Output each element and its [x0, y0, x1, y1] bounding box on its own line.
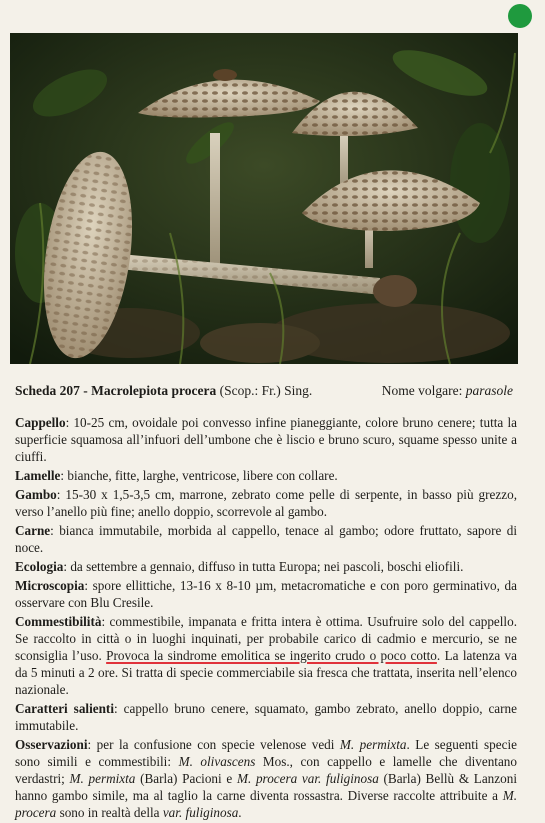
highlighted-warning: Provoca la sindrome emolitica se ingerito crudo o poco cotto	[106, 648, 437, 663]
section-microscopia	[15, 577, 517, 611]
species-ref: M. procera	[15, 788, 517, 820]
corner-marker-dot	[508, 4, 532, 28]
section-label: Ecologia	[15, 559, 64, 574]
section-text: . La latenza va da 5 minuti a 2 ore. Si tratta di specie commerciabile sia fresca che trattata, inserita nell’elenco nazionale.	[15, 648, 517, 697]
card-header	[15, 383, 515, 403]
section-label: Caratteri salienti	[15, 701, 114, 716]
section-text: . Le seguenti specie sono simili e commestibili:	[15, 737, 518, 769]
species-ref: M. permixta	[339, 737, 407, 752]
section-label: Cappello	[15, 415, 66, 430]
mushroom-photo	[10, 33, 518, 364]
section-text: : bianca immutabile, morbida al cappello, tenace al gambo; odore fruttato, sapore di noce.	[15, 523, 517, 555]
section-label: Osservazioni	[15, 737, 88, 752]
common-name-value: parasole	[465, 383, 513, 398]
section-cappello	[15, 414, 517, 465]
species-ref: var. fuliginosa	[162, 805, 239, 820]
section-text: (Barla) Bellù & Lanzoni hanno gambo simile, ma al taglio la carne diventa rossastra. Diverse raccolte attribuite a	[15, 771, 517, 803]
species-author: (Scop.: Fr.) Sing.	[216, 383, 313, 398]
section-ecologia	[15, 558, 517, 575]
section-text: .	[238, 805, 242, 820]
section-text: : cappello bruno cenere, squamato, gambo zebrato, anello doppio, carne immutabile.	[15, 701, 517, 733]
section-osservazioni	[15, 736, 517, 821]
section-text: : bianche, fitte, larghe, ventricose, libere con collare.	[60, 468, 338, 483]
section-carne	[15, 522, 517, 556]
species-ref: M. olivascens	[178, 754, 256, 769]
card-id: Scheda 207 -	[15, 383, 92, 398]
section-text: sono in realtà della	[56, 805, 163, 820]
common-name	[382, 383, 513, 399]
section-text: : commestibile, impanata e fritta intera è ottima. Usufruire solo del cappello. Se raccolto in città o in luoghi inquinati, per probabile carico di cadmio e mercurio, se ne sconsiglia l’uso.	[15, 614, 517, 663]
section-text: Mos., con cappello e lamelle che diventano verdastri;	[15, 754, 517, 786]
section-text: : da settembre a gennaio, diffuso in tutta Europa; nei pascoli, boschi eliofili.	[63, 559, 464, 574]
section-label: Lamelle	[15, 468, 61, 483]
common-name-label: Nome volgare:	[381, 383, 466, 398]
section-text: : 10-25 cm, ovoidale poi convesso infine pianeggiante, colore bruno cenere; tutta la superficie squamosa all’infuori dell’umbone che è liscio e bruno scuro, squame spesso unite a ciuffi.	[15, 415, 517, 464]
species-name: Macrolepiota procera	[91, 383, 217, 398]
card-body	[15, 414, 517, 823]
section-caratteri	[15, 700, 517, 734]
section-text: : 15-30 x 1,5-3,5 cm, marrone, zebrato come pelle di serpente, in basso più grezzo, verso l’anello più fine; anello doppio, scorrevole al gambo.	[15, 487, 517, 519]
section-text: : spore ellittiche, 13-16 x 8-10 µm, metacromatiche e con poro germinativo, da osservare con Blu Cresile.	[15, 578, 517, 610]
species-ref: M. permixta	[69, 771, 136, 786]
species-ref: M. procera var. fuliginosa	[236, 771, 379, 786]
section-text: : per la confusione con specie velenose vedi	[87, 737, 340, 752]
section-label: Gambo	[15, 487, 57, 502]
section-commestibilita	[15, 613, 517, 698]
section-text: (Barla) Pacioni e	[135, 771, 237, 786]
section-label: Commestibilità	[15, 614, 102, 629]
section-label: Carne	[15, 523, 51, 538]
section-lamelle	[15, 467, 517, 484]
section-gambo	[15, 486, 517, 520]
section-label: Microscopia	[15, 578, 85, 593]
